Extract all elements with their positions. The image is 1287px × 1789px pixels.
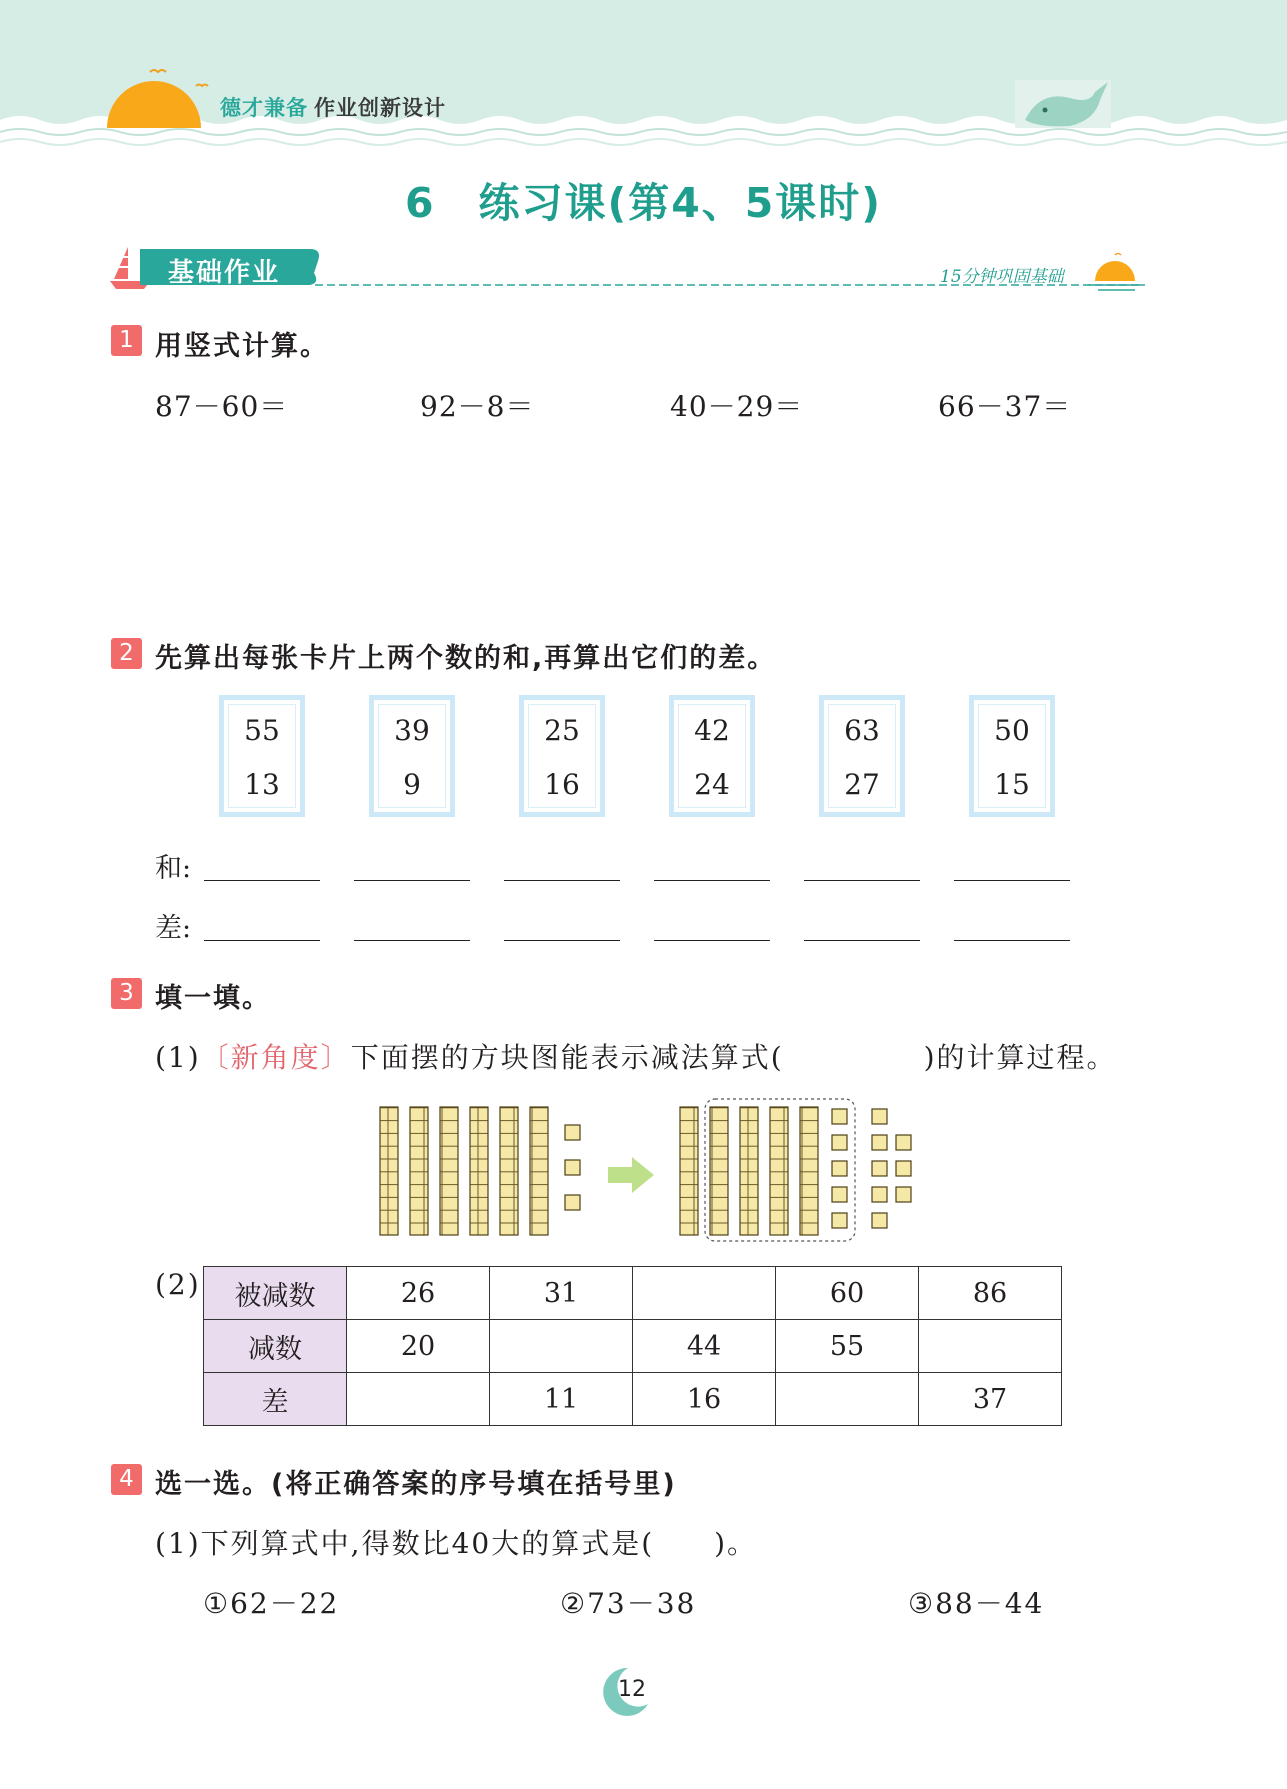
card-number-top: 55 <box>244 714 280 747</box>
number-card-2 <box>369 695 455 817</box>
q3-part1-text-a: 下面摆的方块图能表示减法算式( <box>350 1041 784 1074</box>
table-answer-cell[interactable] <box>919 1320 1062 1373</box>
number-card-6 <box>969 695 1055 817</box>
q4-part1-question: (1)下列算式中,得数比40大的算式是( )。 <box>155 1527 758 1560</box>
right-arrow-icon <box>608 1157 654 1193</box>
q2-instruction: 先算出每张卡片上两个数的和,再算出它们的差。 <box>155 643 777 674</box>
brand-title <box>220 92 446 122</box>
q3-instruction: 填一填。 <box>155 983 271 1014</box>
card-number-top: 50 <box>994 714 1030 747</box>
header-band <box>0 0 1287 150</box>
card-number-top: 39 <box>394 714 430 747</box>
q2-number-badge: 2 <box>111 638 142 669</box>
q4-option-1[interactable]: ①62－22 <box>203 1587 340 1620</box>
q1-instruction: 用竖式计算。 <box>155 331 329 362</box>
q4-option-3[interactable]: ③88－44 <box>908 1587 1045 1620</box>
q3-part1 <box>155 1036 1117 1076</box>
section-time-note: 15分钟巩固基础 <box>940 267 1064 287</box>
table-cell: 86 <box>919 1267 1062 1320</box>
card-number-bottom: 15 <box>994 768 1030 801</box>
q4-number-badge: 4 <box>111 1464 142 1495</box>
unit-cubes-left <box>565 1125 580 1210</box>
new-angle-tag: 〔新角度〕 <box>200 1041 351 1074</box>
number-card-4 <box>669 695 755 817</box>
card-number-bottom: 16 <box>544 768 580 801</box>
difference-answer-blank[interactable] <box>204 940 320 941</box>
sum-answer-blank[interactable] <box>654 880 770 881</box>
sum-answer-blank[interactable] <box>204 880 320 881</box>
number-card-5 <box>819 695 905 817</box>
table-answer-cell[interactable] <box>490 1320 633 1373</box>
q4-instruction: 选一选。(将正确答案的序号填在括号里) <box>155 1469 677 1500</box>
difference-answer-blank[interactable] <box>954 940 1070 941</box>
section-label: 基础作业 <box>168 258 281 288</box>
table-row-subtrahend <box>204 1320 1062 1373</box>
table-answer-cell[interactable] <box>776 1373 919 1426</box>
card-number-bottom: 27 <box>844 768 880 801</box>
difference-answer-blank[interactable] <box>504 940 620 941</box>
difference-answer-blank[interactable] <box>654 940 770 941</box>
row-header: 减数 <box>204 1320 347 1373</box>
table-cell: 55 <box>776 1320 919 1373</box>
row-header: 差 <box>204 1373 347 1426</box>
card-number-top: 42 <box>694 714 730 747</box>
number-card-3 <box>519 695 605 817</box>
q4-option-2[interactable]: ②73－38 <box>560 1587 697 1620</box>
sum-answer-blank[interactable] <box>954 880 1070 881</box>
table-cell: 16 <box>633 1373 776 1426</box>
table-row-minuend <box>204 1267 1062 1320</box>
q1-expression-3: 40－29＝ <box>670 390 804 423</box>
card-number-bottom: 9 <box>403 768 421 801</box>
sum-answer-blank[interactable] <box>354 880 470 881</box>
page-number: 12 <box>618 1677 646 1702</box>
table-row-difference <box>204 1373 1062 1426</box>
difference-label: 差: <box>155 913 192 944</box>
q1-expression-1: 87－60＝ <box>155 390 289 423</box>
q3-part1-prefix: (1) <box>155 1041 201 1074</box>
q3-part1-text-b: )的计算过程。 <box>923 1041 1117 1074</box>
tens-rods-group-left <box>380 1107 548 1235</box>
q3-part2-label: (2) <box>155 1268 201 1301</box>
difference-answer-blank[interactable] <box>354 940 470 941</box>
sum-answer-blank[interactable] <box>804 880 920 881</box>
number-card-1 <box>219 695 305 817</box>
card-number-top: 63 <box>844 714 880 747</box>
q3-number-badge: 3 <box>111 978 142 1009</box>
difference-answer-blank[interactable] <box>804 940 920 941</box>
brand-part2: 作业创新设计 <box>314 96 446 120</box>
table-cell: 20 <box>347 1320 490 1373</box>
table-cell: 37 <box>919 1373 1062 1426</box>
unit-cubes-right <box>832 1109 911 1228</box>
table-cell: 44 <box>633 1320 776 1373</box>
q1-expression-2: 92－8＝ <box>420 390 535 423</box>
q1-number-badge: 1 <box>111 325 142 356</box>
q1-expression-4: 66－37＝ <box>938 390 1072 423</box>
table-cell: 60 <box>776 1267 919 1320</box>
table-answer-cell[interactable] <box>633 1267 776 1320</box>
table-answer-cell[interactable] <box>347 1373 490 1426</box>
brand-part1: 德才兼备 <box>220 96 308 120</box>
sunset-icon <box>1088 254 1145 291</box>
tens-rods-group-right <box>680 1107 818 1235</box>
base-ten-blocks-illustration <box>370 1095 930 1245</box>
card-number-bottom: 13 <box>244 768 280 801</box>
table-cell: 31 <box>490 1267 633 1320</box>
card-number-bottom: 24 <box>694 768 730 801</box>
whale-icon <box>1015 80 1111 128</box>
sum-label: 和: <box>155 853 192 884</box>
sum-answer-blank[interactable] <box>504 880 620 881</box>
lesson-title: 6 练习课(第4、5课时) <box>404 179 883 227</box>
card-number-top: 25 <box>544 714 580 747</box>
table-cell: 11 <box>490 1373 633 1426</box>
table-cell: 26 <box>347 1267 490 1320</box>
subtraction-table <box>203 1266 1062 1426</box>
row-header: 被减数 <box>204 1267 347 1320</box>
